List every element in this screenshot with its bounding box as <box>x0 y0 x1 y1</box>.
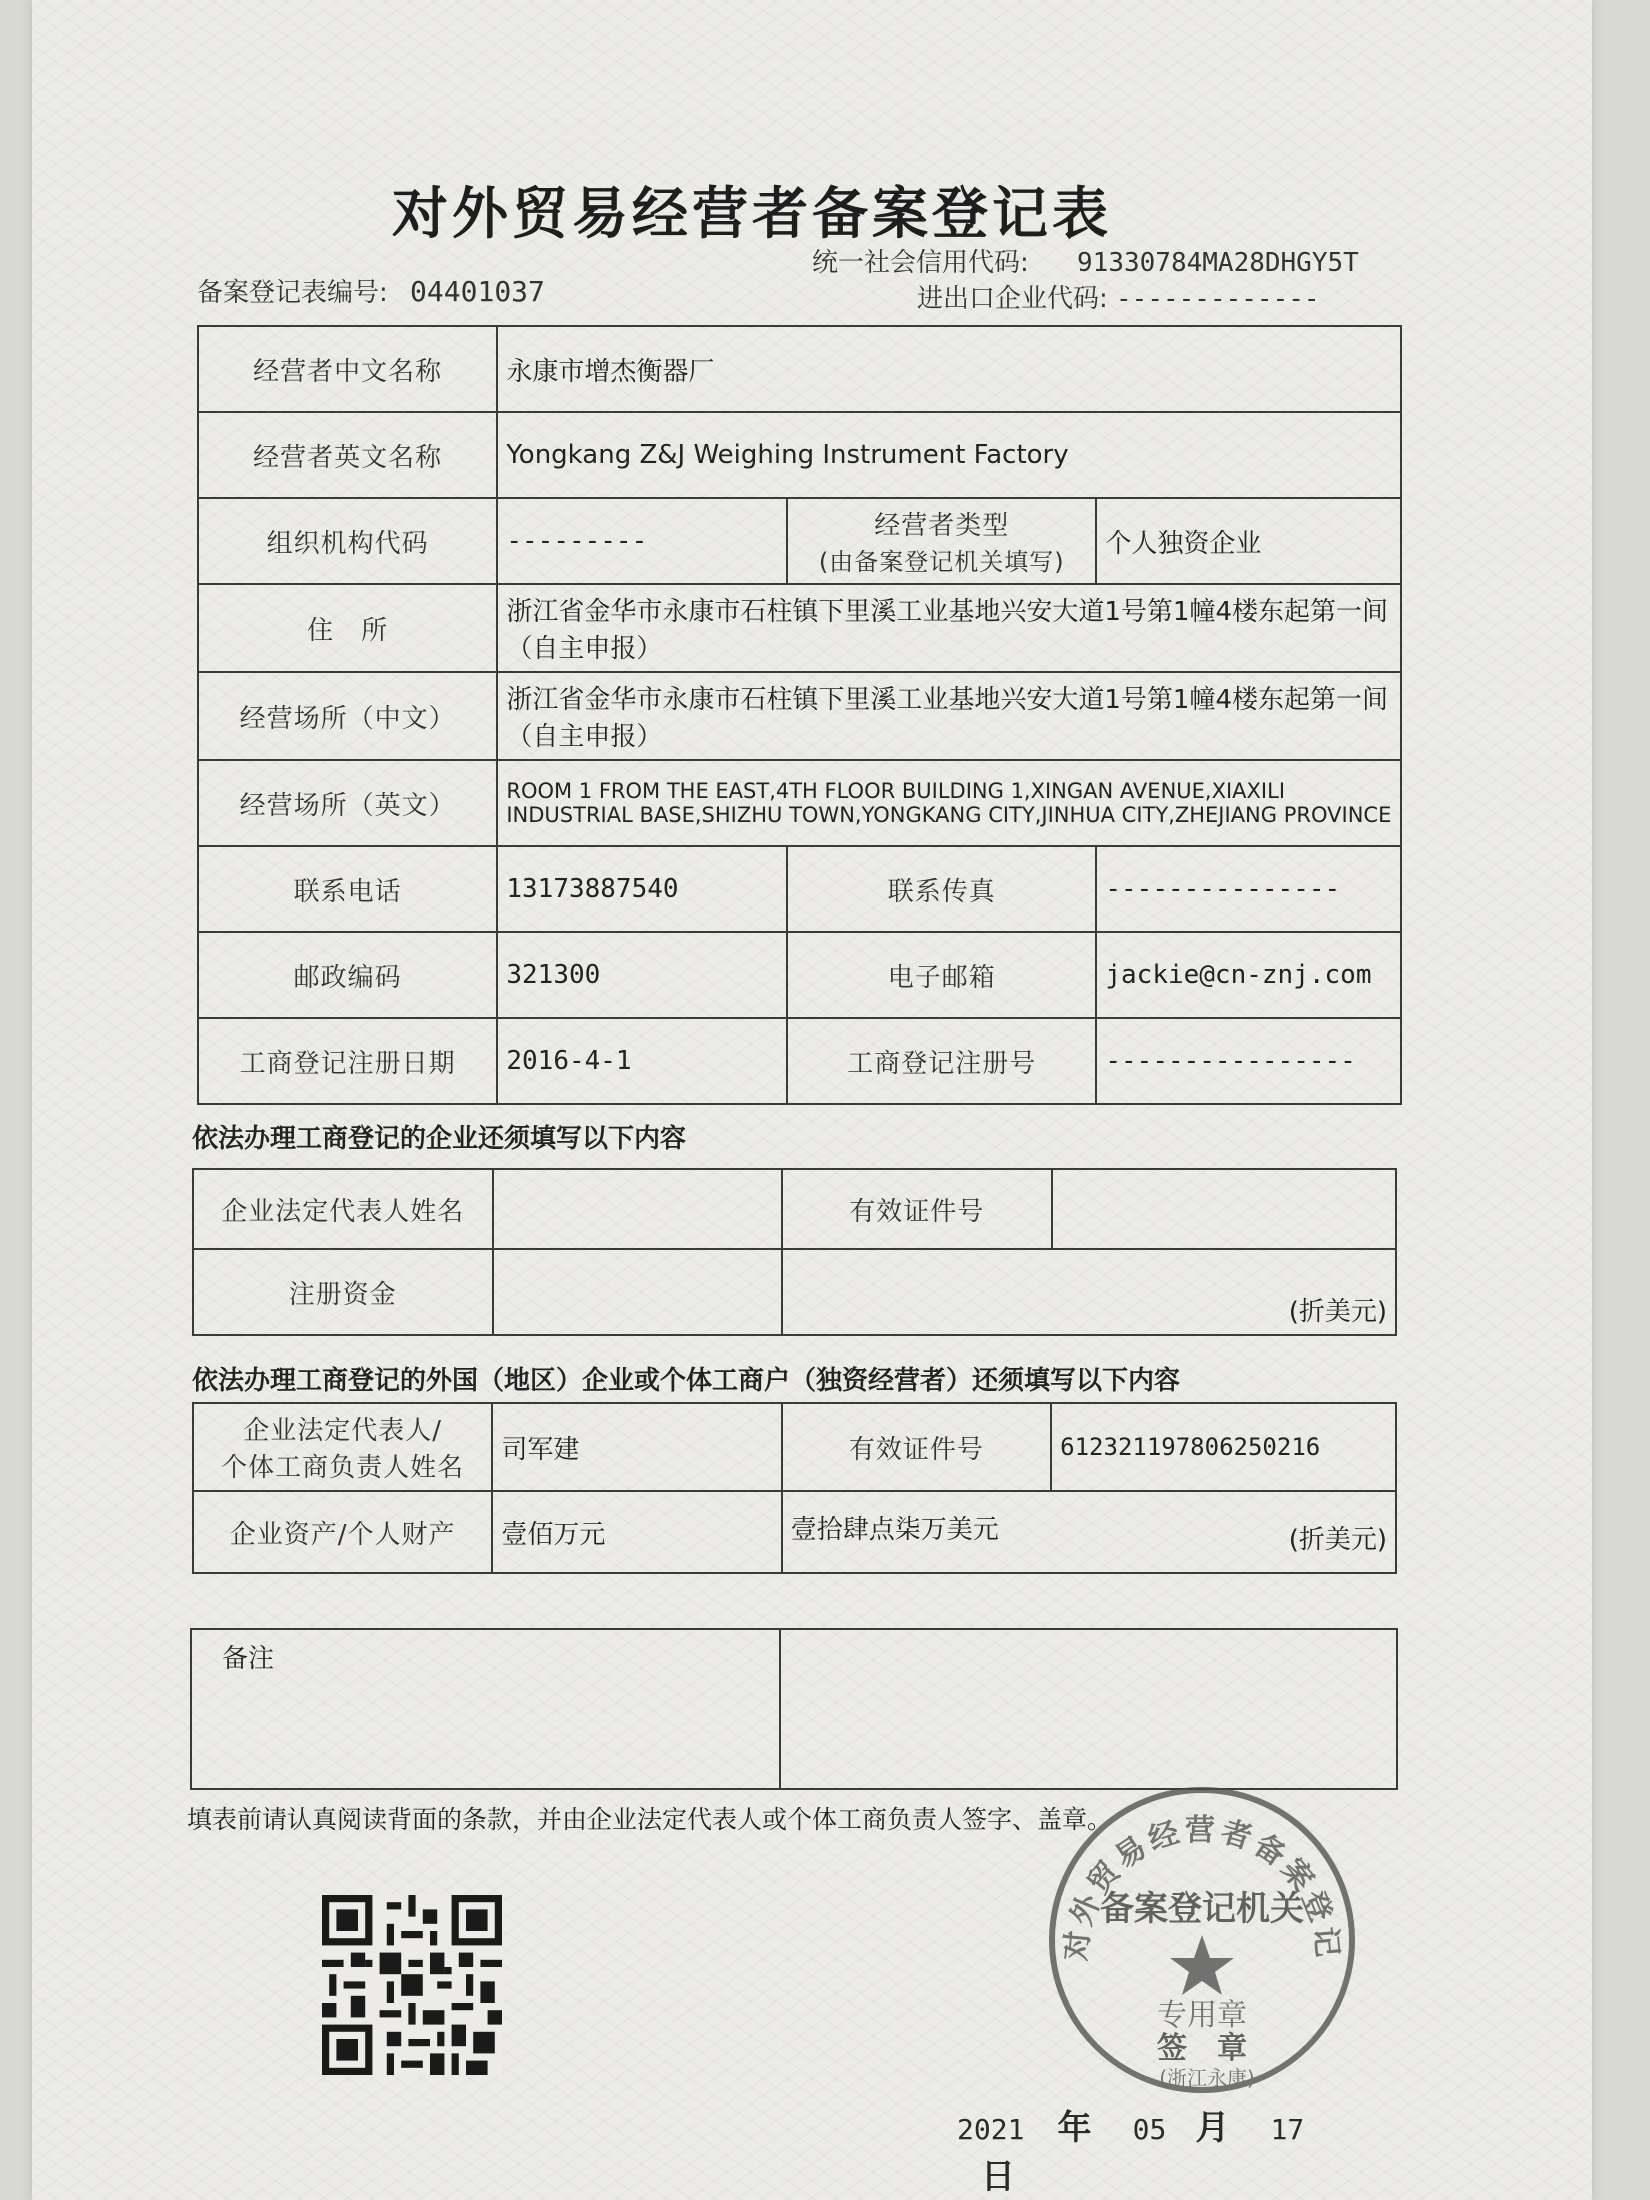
row-phone <box>198 846 1401 932</box>
star-icon <box>1170 1935 1234 1995</box>
s1-row-capital <box>193 1249 1396 1335</box>
section2-heading: 依法办理工商登记的外国（地区）企业或个体工商户（独资经营者）还须填写以下内容 <box>192 1366 1181 1396</box>
s2-assets-label: 企业资产/个人财产 <box>193 1491 492 1573</box>
org-code-label: 组织机构代码 <box>198 498 497 584</box>
s2-assets-value: 壹佰万元 <box>492 1491 781 1573</box>
s2-rep-label-line1: 企业法定代表人/ <box>243 1416 443 1446</box>
type-label <box>787 498 1096 584</box>
section2-table <box>192 1402 1397 1574</box>
s2-id-no-value: 612321197806250216 <box>1051 1403 1396 1491</box>
form-title: 对外贸易经营者备案登记表 <box>392 182 1112 247</box>
en-name-label: 经营者英文名称 <box>198 412 497 498</box>
reg-no-value: ---------------- <box>1096 1018 1401 1104</box>
type-value: 个人独资企业 <box>1096 498 1401 584</box>
phone-value: 13173887540 <box>497 846 787 932</box>
reg-date-value: 2016-4-1 <box>497 1018 787 1104</box>
seal-main-text: 备案登记机关 <box>1100 1889 1304 1929</box>
remarks-value <box>780 1629 1397 1789</box>
ie-code-label: 进出口企业代码: <box>917 284 1108 314</box>
credit-code-line <box>812 242 1359 279</box>
s2-row-rep <box>193 1403 1396 1491</box>
credit-code-label: 统一社会信用代码: <box>812 248 1029 278</box>
date-year-unit: 年 <box>1057 2108 1092 2148</box>
s2-assets-usd-cell <box>782 1491 1396 1573</box>
remarks-table <box>190 1628 1398 1790</box>
date-month-unit: 月 <box>1195 2108 1230 2148</box>
fax-label: 联系传真 <box>787 846 1096 932</box>
row-place-cn <box>198 672 1401 760</box>
qr-code-icon <box>322 1895 502 2075</box>
cn-name-value: 永康市增杰衡器厂 <box>497 326 1401 412</box>
main-info-table <box>197 325 1402 1105</box>
fax-value: --------------- <box>1096 846 1401 932</box>
section1-heading: 依法办理工商登记的企业还须填写以下内容 <box>192 1124 687 1154</box>
org-code-value: --------- <box>497 498 787 584</box>
record-no-line <box>197 272 545 309</box>
type-label-line1: 经营者类型 <box>874 511 1010 541</box>
s1-legal-rep-value <box>493 1169 782 1249</box>
row-postcode <box>198 932 1401 1018</box>
s1-capital-value <box>493 1249 782 1335</box>
s1-row-legal-rep <box>193 1169 1396 1249</box>
s2-usd-note: (折美元) <box>1288 1524 1387 1555</box>
email-value: jackie@cn-znj.com <box>1096 932 1401 1018</box>
cn-name-label: 经营者中文名称 <box>198 326 497 412</box>
s2-assets-usd-value: 壹拾肆点柒万美元 <box>790 1514 999 1545</box>
address-label: 住 所 <box>198 584 497 672</box>
s1-capital-label: 注册资金 <box>193 1249 493 1335</box>
seal-region-text: (浙江永康) <box>1159 2066 1255 2090</box>
s1-id-no-label: 有效证件号 <box>782 1169 1052 1249</box>
place-en-label: 经营场所（英文） <box>198 760 497 846</box>
credit-code-value: 91330784MA28DHGY5T <box>1077 248 1359 278</box>
seal-sign-text: 签 章 <box>1157 2031 1247 2066</box>
address-value: 浙江省金华市永康市石柱镇下里溪工业基地兴安大道1号第1幢4楼东起第一间（自主申报） <box>497 584 1401 672</box>
s2-row-assets <box>193 1491 1396 1573</box>
s2-rep-label <box>193 1403 492 1491</box>
reg-date-label: 工商登记注册日期 <box>198 1018 497 1104</box>
reg-no-label: 工商登记注册号 <box>787 1018 1096 1104</box>
row-org-code <box>198 498 1401 584</box>
section1-table <box>192 1168 1397 1336</box>
date-month: 05 <box>1132 2113 1167 2146</box>
footer-instruction: 填表前请认真阅读背面的条款，并由企业法定代表人或个体工商负责人签字、盖章。 <box>187 1805 1113 1834</box>
date-year: 2021 <box>957 2113 1025 2146</box>
place-cn-label: 经营场所（中文） <box>198 672 497 760</box>
postcode-value: 321300 <box>497 932 787 1018</box>
phone-label: 联系电话 <box>198 846 497 932</box>
date-day-unit: 日 <box>981 2157 1015 2197</box>
postcode-label: 邮政编码 <box>198 932 497 1018</box>
sign-date <box>957 2100 1357 2198</box>
s2-id-no-label: 有效证件号 <box>782 1403 1051 1491</box>
official-seal <box>1042 1780 1362 2100</box>
remarks-row <box>191 1629 1397 1789</box>
record-no-label: 备案登记表编号: <box>197 278 388 308</box>
place-cn-value: 浙江省金华市永康市石柱镇下里溪工业基地兴安大道1号第1幢4楼东起第一间（自主申报） <box>497 672 1401 760</box>
s1-usd-note: (折美元) <box>782 1249 1396 1335</box>
date-day: 17 <box>1270 2113 1305 2146</box>
type-label-line2: (由备案登记机关填写) <box>818 548 1065 576</box>
place-en-value: ROOM 1 FROM THE EAST,4TH FLOOR BUILDING 1,XINGAN AVENUE,XIAXILI INDUSTRIAL BASE,SHIZHU TOWN,YONGKANG CITY,JINHUA CITY,ZHEJIANG PROVINCE <box>497 760 1401 846</box>
row-en-name <box>198 412 1401 498</box>
row-address <box>198 584 1401 672</box>
row-place-en <box>198 760 1401 846</box>
en-name-value: Yongkang Z&J Weighing Instrument Factory <box>497 412 1401 498</box>
remarks-label: 备注 <box>191 1629 780 1789</box>
record-no-value: 04401037 <box>410 275 545 308</box>
ie-code-value: ------------- <box>1116 284 1320 314</box>
row-reg-date <box>198 1018 1401 1104</box>
s2-rep-label-line2: 个体工商负责人姓名 <box>221 1453 465 1483</box>
email-label: 电子邮箱 <box>787 932 1096 1018</box>
s1-id-no-value <box>1052 1169 1396 1249</box>
ie-code-line <box>917 278 1320 315</box>
document-sheet <box>32 0 1592 2200</box>
seal-use-text: 专用章 <box>1157 1998 1247 2033</box>
row-cn-name <box>198 326 1401 412</box>
s2-rep-name: 司军建 <box>492 1403 781 1491</box>
seal-ring-text: 对外贸易经营者备案登记 <box>1059 1812 1345 1963</box>
s1-legal-rep-label: 企业法定代表人姓名 <box>193 1169 493 1249</box>
